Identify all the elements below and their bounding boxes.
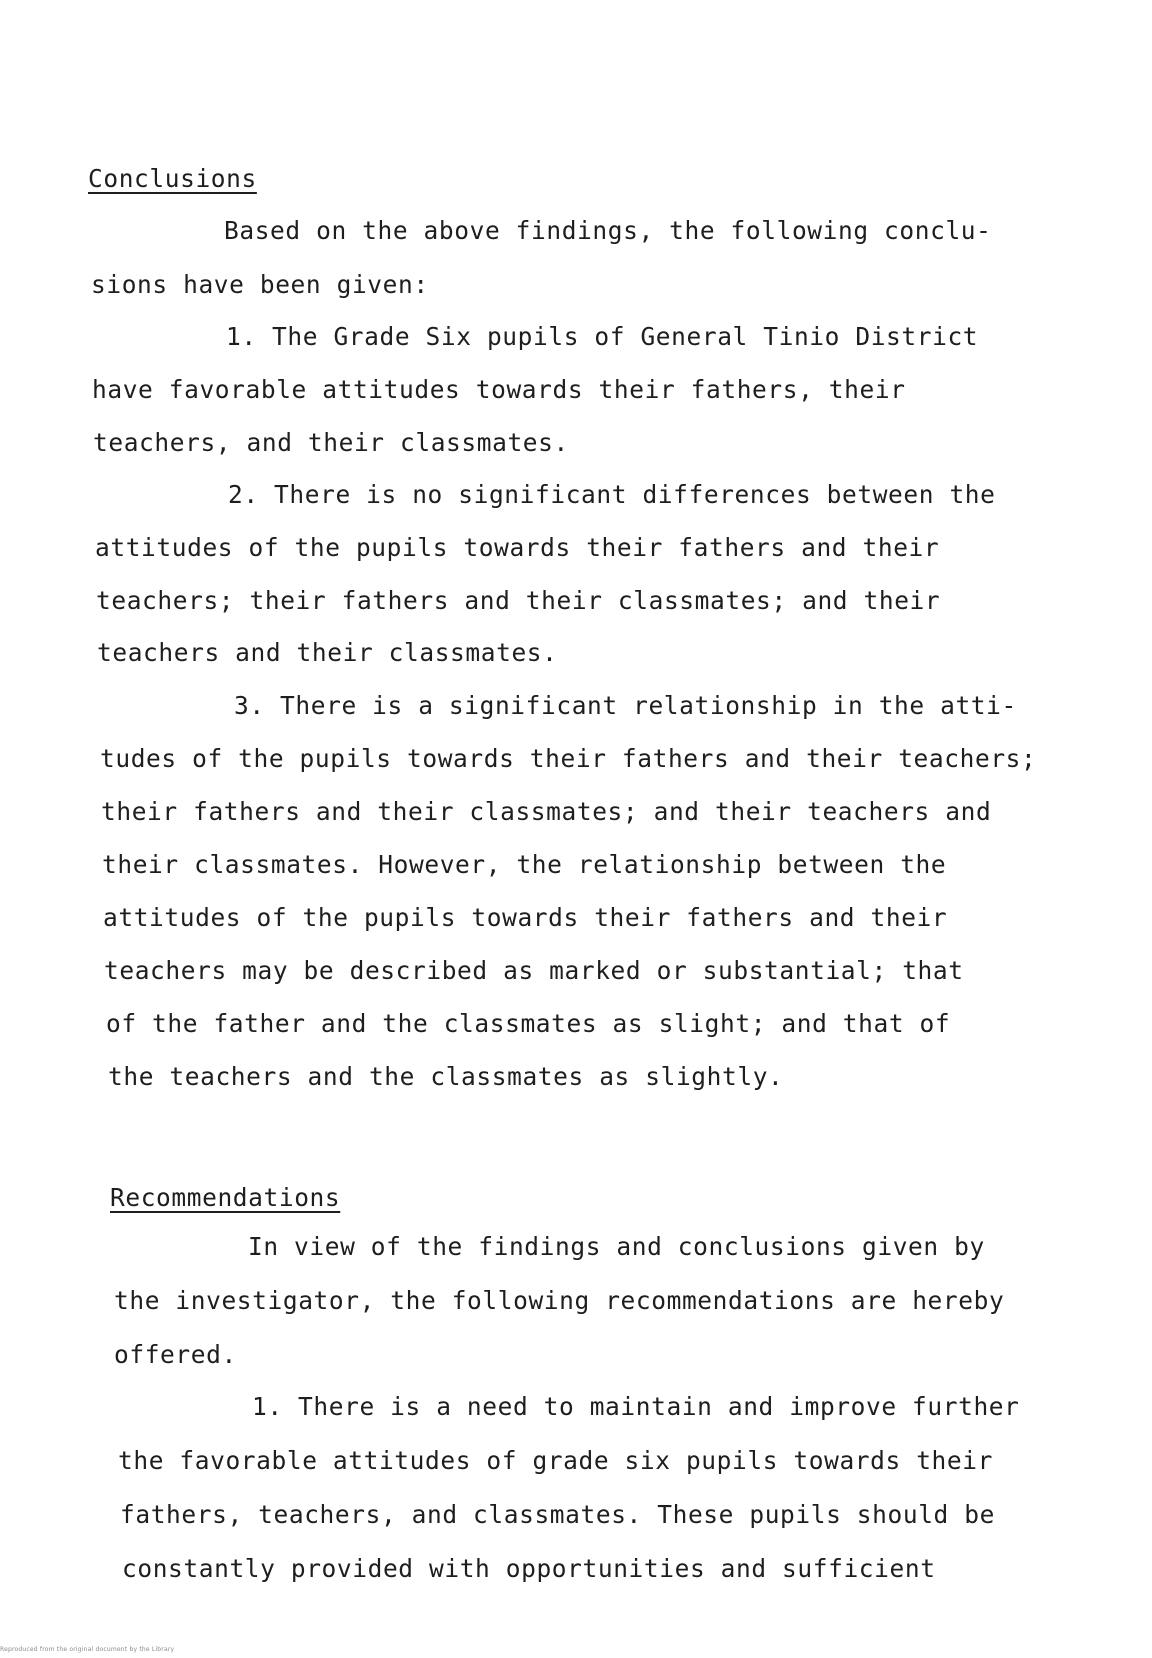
conclusions-heading: Conclusions <box>88 164 257 193</box>
recommendation-1-line-3: fathers, teachers, and classmates. These pupils should be <box>120 1500 995 1529</box>
recommendations-heading: Recommendations <box>110 1183 341 1212</box>
conclusion-3-line-6: teachers may be described as marked or substantial; that <box>104 956 964 985</box>
recommendation-1-line-4: constantly provided with opportunities and sufficient <box>122 1554 936 1583</box>
recommendation-1-line-2: the favorable attitudes of grade six pupils towards their <box>118 1446 993 1475</box>
conclusion-3-line-2: tudes of the pupils towards their fathers and their teachers; <box>100 744 1037 773</box>
conclusions-intro-line-2: sions have been given: <box>91 270 429 299</box>
conclusion-1-line-1: 1. The Grade Six pupils of General Tinio District <box>226 322 979 351</box>
conclusion-1-line-3: teachers, and their classmates. <box>93 428 569 457</box>
conclusion-1-line-2: have favorable attitudes towards their fathers, their <box>92 375 906 404</box>
conclusion-2-line-3: teachers; their fathers and their classmates; and their <box>96 586 941 615</box>
conclusion-3-line-3: their fathers and their classmates; and their teachers and <box>101 797 992 826</box>
conclusion-2-line-4: teachers and their classmates. <box>97 638 558 667</box>
conclusion-3-line-1: 3. There is a significant relationship in the atti- <box>234 691 1017 720</box>
scan-footer-note: Reproduced from the original document by the Library <box>0 1646 175 1653</box>
recommendations-intro-line-3: offered. <box>114 1340 237 1369</box>
conclusion-3-line-8: the teachers and the classmates as slightly. <box>108 1062 784 1091</box>
recommendation-1-line-1: 1. There is a need to maintain and improve further <box>252 1392 1020 1421</box>
conclusion-2-line-2: attitudes of the pupils towards their fathers and their <box>95 533 940 562</box>
conclusion-3-line-5: attitudes of the pupils towards their fathers and their <box>103 903 948 932</box>
conclusion-3-line-4: their classmates. However, the relationship between the <box>102 850 947 879</box>
conclusion-2-line-1: 2. There is no significant differences between the <box>228 480 996 509</box>
recommendations-intro-line-1: In view of the findings and conclusions given by <box>248 1232 985 1261</box>
conclusion-3-line-7: of the father and the classmates as slight; and that of <box>106 1009 951 1038</box>
recommendations-intro-line-2: the investigator, the following recommendations are hereby <box>114 1286 1005 1315</box>
conclusions-intro-line-1: Based on the above findings, the following conclu- <box>224 216 992 245</box>
